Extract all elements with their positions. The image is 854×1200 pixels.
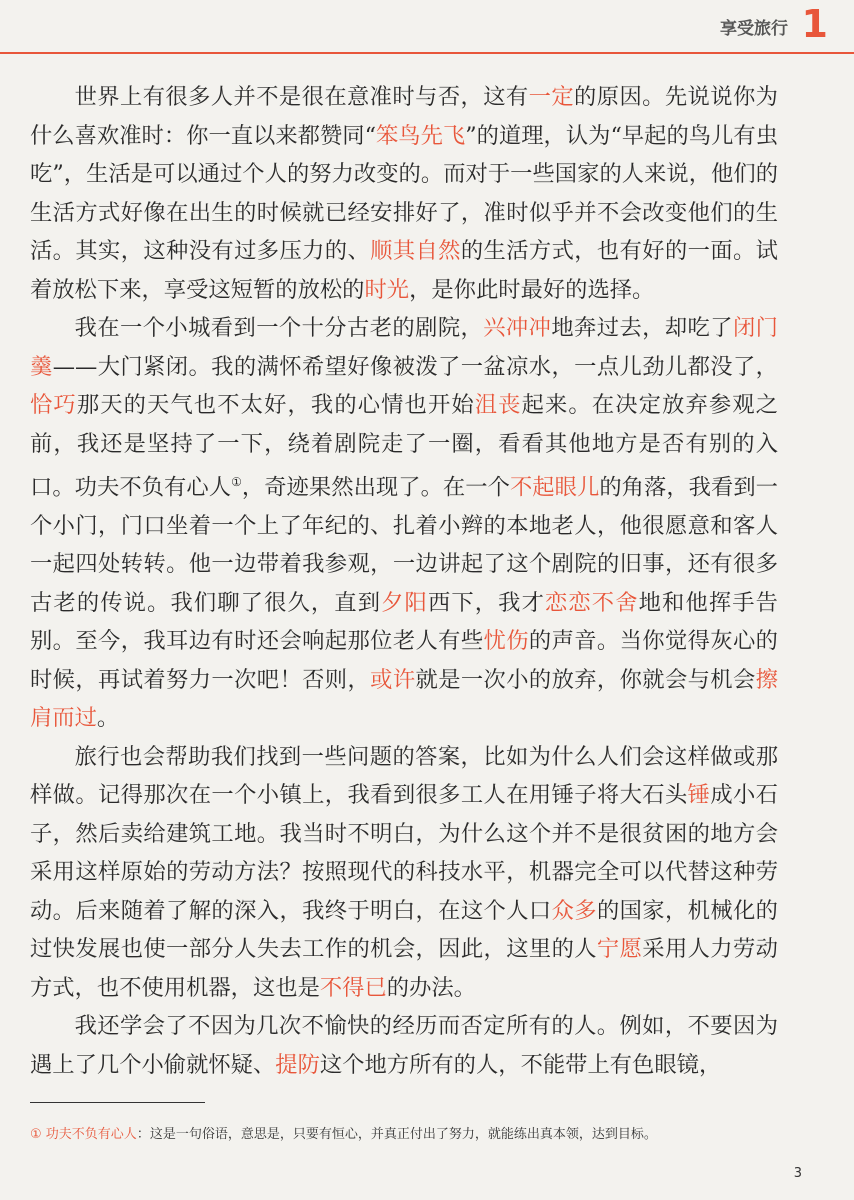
- text-run: ”的道理，认为“早起的鸟儿有虫吃”，生活是可以通过个人的努力改变的。而对于一些国家的人来说，他们的生活方式好像在出生的时候就已经安排好了，准时似乎并不会改变他们的生活。其实，这种没有过多压力的、: [30, 122, 778, 264]
- vocab-word: 恰巧: [30, 392, 77, 418]
- vocab-word: 一定: [528, 84, 575, 110]
- vocab-word: 锤: [687, 782, 711, 809]
- vocab-word: 众多: [551, 897, 597, 924]
- text-run: 世界上有很多人并不是很在意准时与否，这有: [74, 84, 529, 110]
- vocab-word: 沮丧: [474, 392, 522, 418]
- text-run: 成小石子，然后卖给建筑工地。我当时不明白，为什么这个并不是很贫困的地方会采用这样原始的劳动方法？按照现代的科技水平，机器完全可以代替这种劳动。后来随着了解的深入，我终于明白，在这个人口: [30, 782, 778, 924]
- vocab-word: 恋恋不舍: [544, 589, 639, 616]
- page-number: 3: [793, 1166, 802, 1181]
- text-run: 的原因。先说说你为什么喜欢准时：你一直以来都赞同“: [30, 84, 778, 149]
- main-text: [30, 78, 778, 1084]
- text-run: 我还学会了不因为几次不愉快的经历而否定所有的人。例如，不要因为遇上了几个小偷就怀疑、: [30, 1013, 778, 1078]
- text-run: 旅行也会帮助我们找到一些问题的答案，比如为什么人们会这样做或那样做。记得那次在一个小镇上，我看到很多工人在用锤子将大石头: [30, 743, 778, 809]
- text-run: 西下，我才: [427, 589, 545, 616]
- text-run: 的声音。当你觉得灰心的时候，再试着努力一次吧！否则，: [30, 628, 778, 693]
- section-title: 享受旅行: [720, 19, 788, 39]
- text-run: 的角落，我看到一个小门，门口坐着一个上了年纪的、扎着小辫的本地老人，他很愿意和客人一起四处转转。他一边带着我参观，一边讲起了这个剧院的旧事，还有很多古老的传说。我们聊了很久，直到: [30, 474, 778, 616]
- paragraph: [30, 738, 778, 1008]
- vocab-word: 提防: [275, 1051, 320, 1078]
- text-run: 地和他挥手告别。至今，我耳边有时还会响起那位老人有些: [30, 589, 778, 655]
- text-run: 我在一个小城看到一个十分古老的剧院，: [74, 315, 484, 341]
- footnote-ref: ①: [231, 475, 242, 489]
- text-run: 这个地方所有的人，不能带上有色眼镜，: [319, 1051, 722, 1078]
- vocab-word: 闭门羹: [30, 315, 778, 380]
- vocab-word: 宁愿: [596, 936, 643, 963]
- footnote-marker: ①: [30, 1127, 42, 1142]
- text-run: 地奔过去，却吃了: [551, 315, 733, 341]
- vocab-word: 兴冲冲: [483, 315, 552, 341]
- footnote-divider: [30, 1102, 205, 1103]
- vocab-word: 忧伤: [483, 628, 529, 655]
- chapter-number: 1: [801, 2, 828, 46]
- vocab-word: 不起眼儿: [509, 474, 600, 501]
- text-run: 的国家，机械化的过快发展也使一部分人失去工作的机会，因此，这里的人: [30, 897, 778, 963]
- text-run: 那天的天气也不太好，我的心情也开始: [76, 392, 475, 418]
- vocab-word: 或许: [370, 666, 416, 693]
- text-run: ，奇迹果然出现了。在一个: [241, 474, 510, 501]
- text-run: 。: [96, 705, 120, 732]
- text-run: ，是你此时最好的选择。: [409, 276, 655, 303]
- page-header: [0, 0, 854, 54]
- paragraph: [30, 1007, 778, 1084]
- vocab-word: 笨鸟先飞: [375, 122, 466, 149]
- text-run: 的办法。: [386, 974, 476, 1001]
- text-run: 起来。在决定放弃参观之前，我还是坚持了一下，绕着剧院走了一圈，看看其他地方是否有别的入口。功夫不负有心人: [30, 392, 778, 501]
- vocab-word: 不得已: [319, 974, 387, 1001]
- vocab-word: 擦肩而过: [30, 666, 778, 732]
- text-run: 就是一次小的放弃，你就会与机会: [415, 666, 756, 693]
- vocab-word: 夕阳: [381, 589, 428, 616]
- text-run: ——大门紧闭。我的满怀希望好像被泼了一盆凉水，一点儿劲儿都没了，: [52, 353, 778, 380]
- paragraph: [30, 309, 778, 738]
- vocab-word: 时光: [364, 276, 410, 303]
- footnote-term: 功夫不负有心人: [45, 1127, 137, 1142]
- text-run: 的生活方式，也有好的一面。试着放松下来，享受这短暂的放松的: [30, 238, 778, 303]
- footnote: [30, 1123, 790, 1142]
- text-run: 采用人力劳动方式，也不使用机器，这也是: [30, 936, 778, 1001]
- vocab-word: 顺其自然: [370, 238, 461, 264]
- paragraph: [30, 78, 778, 309]
- footnote-text: ：这是一句俗语，意思是，只要有恒心，并真正付出了努力，就能练出真本领，达到目标。: [136, 1127, 657, 1142]
